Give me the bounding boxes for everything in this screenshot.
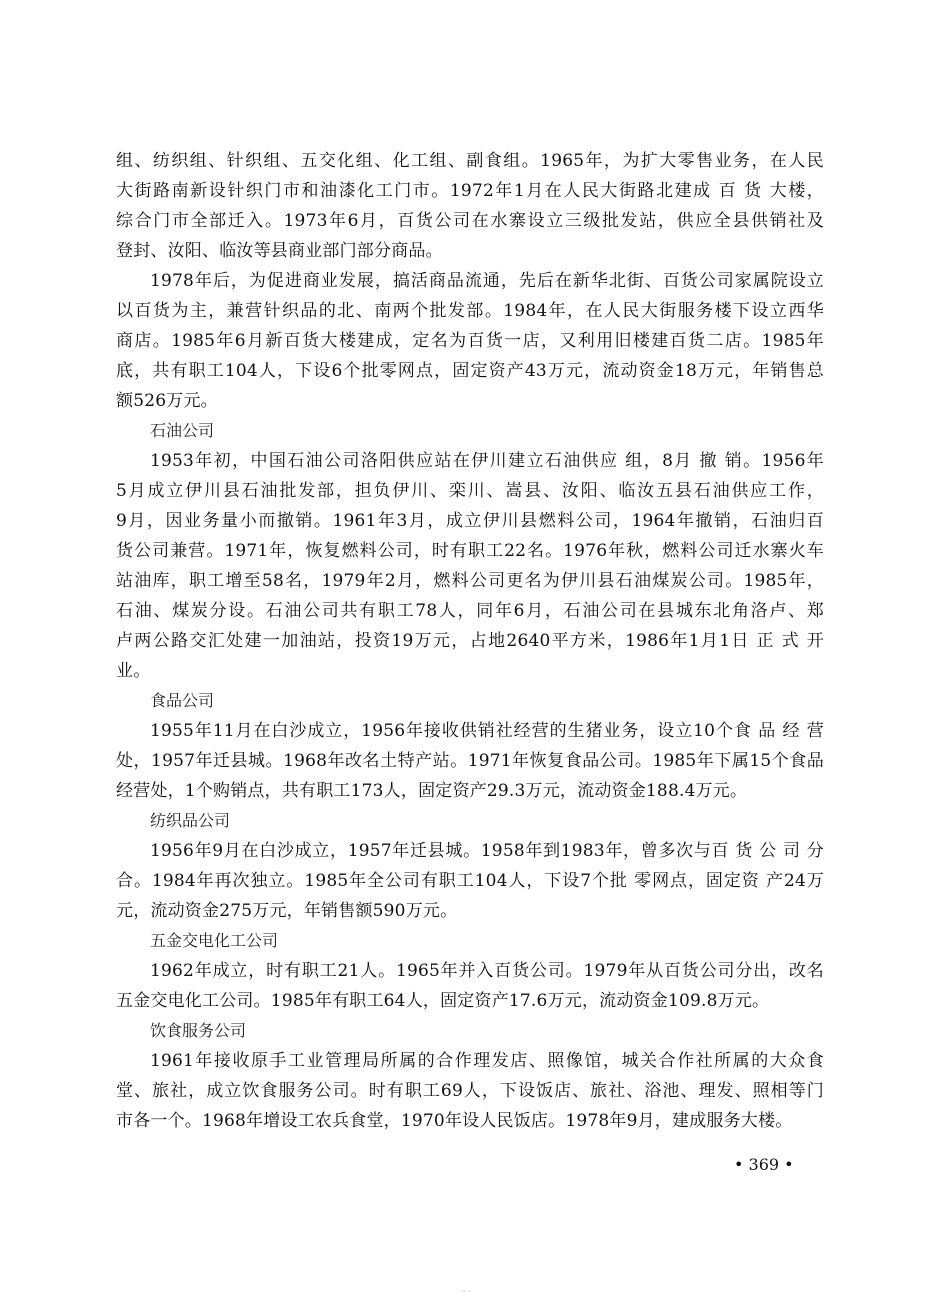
paragraph-line: 市各一个。1968年增设工农兵食堂，1970年设人民饭店。1978年9月，建成服务大楼。 <box>116 1111 793 1131</box>
paragraph-line: 大街路南新设针织门市和油漆化工门市。1972年1月在人民大街路北建成 百 货 大楼， <box>116 181 824 201</box>
paragraph-first-line: 1953年初，中国石油公司洛阳供应站在伊川建立石油供应 组，8月 撤 销。1956年 <box>150 451 824 471</box>
paragraph-line: 商店。1985年6月新百货大楼建成，定名为百货一店，又利用旧楼建百货二店。1985年 <box>116 331 824 351</box>
paragraph-line: 卢两公路交汇处建一加油站，投资19万元，占地2640平方米，1986年1月1日 正 式 开 <box>116 631 824 651</box>
paragraph-line: 经营处，1个购销点，共有职工173人，固定资产29.3万元，流动资金188.4万元。 <box>116 781 748 801</box>
paragraph-line: 处，1957年迁县城。1968年改名土特产站。1971年恢复食品公司。1985年下属15个食品 <box>116 751 824 771</box>
paragraph-line: 五金交电化工公司。1985年有职工64人，固定资产17.6万元，流动资金109.8万元。 <box>116 991 770 1011</box>
paragraph-line: 综合门市全部迁入。1973年6月，百货公司在水寨设立三级批发站，供应全县供销社及 <box>116 211 824 231</box>
paragraph-first-line: 1978年后，为促进商业发展，搞活商品流通，先后在新华北街、百货公司家属院设立 <box>150 271 824 291</box>
page-number: • 369 • <box>734 1155 794 1174</box>
paragraph-line: 5月成立伊川县石油批发部，担负伊川、栾川、嵩县、汝阳、临汝五县石油供应工作， <box>116 481 824 501</box>
paragraph-line: 以百货为主，兼营针织品的北、南两个批发部。1984年，在人民大街服务楼下设立西华 <box>116 301 824 321</box>
section-heading: 石油公司 <box>150 421 215 440</box>
body-text <box>116 146 824 1136</box>
section-heading: 食品公司 <box>150 691 215 710</box>
paragraph-line: 石油、煤炭分设。石油公司共有职工78人，同年6月，石油公司在县城东北角洛卢、郑 <box>116 601 824 621</box>
paragraph-line: 元，流动资金275万元，年销售额590万元。 <box>116 901 458 921</box>
paragraph-first-line: 1962年成立，时有职工21人。1965年并入百货公司。1979年从百货公司分出，改名 <box>150 961 824 981</box>
section-heading: 饮食服务公司 <box>150 1021 247 1040</box>
paragraph-line: 堂、旅社，成立饮食服务公司。时有职工69人，下设饭店、旅社、浴池、理发、照相等门 <box>116 1081 824 1101</box>
paragraph-line: 合。1984年再次独立。1985年全公司有职工104人，下设7个批 零网点，固定资 产24万 <box>116 871 824 891</box>
scan-artifact: ·· · <box>461 1287 472 1296</box>
paragraph-line: 9月，因业务量小而撤销。1961年3月，成立伊川县燃料公司，1964年撤销，石油归百 <box>116 511 824 531</box>
paragraph-line: 货公司兼营。1971年，恢复燃料公司，时有职工22名。1976年秋，燃料公司迁水寨火车 <box>116 541 824 561</box>
paragraph-line: 登封、汝阳、临汝等县商业部门部分商品。 <box>116 241 443 261</box>
paragraph-first-line: 1956年9月在白沙成立，1957年迁县城。1958年到1983年，曾多次与百 货 公 司 分 <box>150 841 824 861</box>
section-heading: 纺织品公司 <box>150 811 231 830</box>
paragraph-line: 底，共有职工104人，下设6个批零网点，固定资产43万元，流动资金18万元，年销售总 <box>116 361 824 381</box>
paragraph-line: 站油库，职工增至58名，1979年2月，燃料公司更名为伊川县石油煤炭公司。1985年， <box>116 571 824 591</box>
paragraph-first-line: 1955年11月在白沙成立，1956年接收供销社经营的生猪业务，设立10个食 品 经 营 <box>150 721 824 741</box>
section-heading: 五金交电化工公司 <box>150 931 279 950</box>
paragraph-line: 组、纺织组、针织组、五交化组、化工组、副食组。1965年，为扩大零售业务，在人民 <box>116 151 824 171</box>
paragraph-line: 额526万元。 <box>116 391 218 411</box>
paragraph-line: 业。 <box>116 661 151 681</box>
paragraph-first-line: 1961年接收原手工业管理局所属的合作理发店、照像馆，城关合作社所属的大众食 <box>150 1051 824 1071</box>
